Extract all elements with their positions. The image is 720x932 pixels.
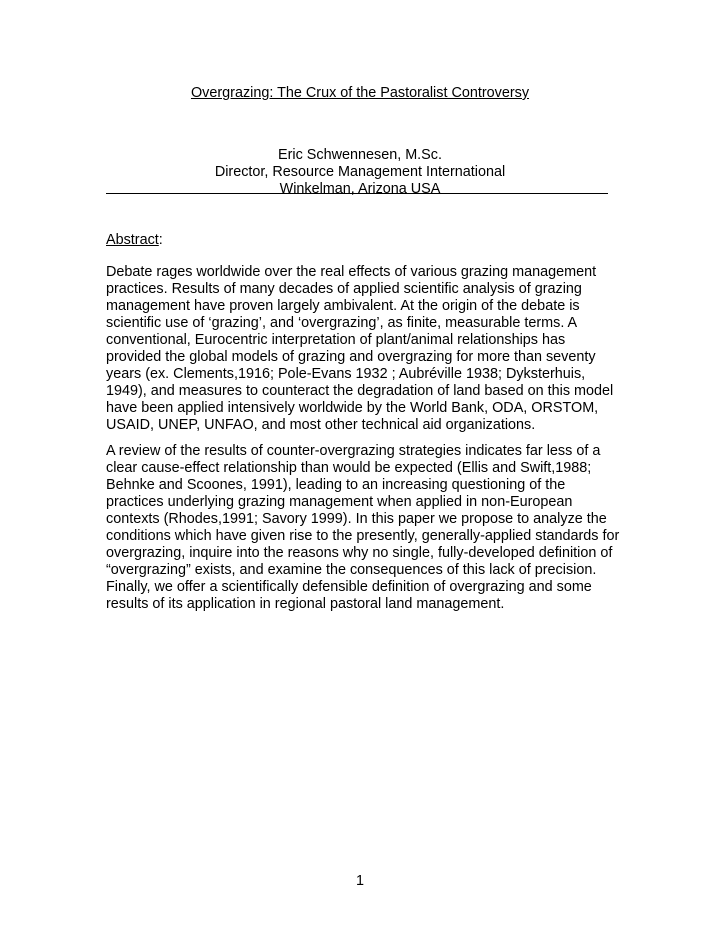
page-number: 1	[355, 873, 364, 889]
paragraph-line: clear cause-effect relationship than would be expected (Ellis and Swift,1988;	[106, 460, 592, 476]
paragraph-line: practices. Results of many decades of applied scientific analysis of grazing	[106, 281, 582, 297]
author-position: Director, Resource Management International	[214, 164, 506, 180]
paragraph-line: Debate rages worldwide over the real effects of various grazing management	[106, 264, 597, 280]
paragraph-line: practices underlying grazing management when applied in non-European	[106, 494, 573, 510]
document-title: Overgrazing: The Crux of the Pastoralist Controversy	[190, 85, 530, 101]
paragraph-line: overgrazing, inquire into the reasons why no single, fully-developed definition of	[106, 545, 613, 561]
abstract-label-colon: :	[158, 232, 163, 248]
paragraph-line: A review of the results of counter-overgrazing strategies indicates far less of a	[106, 443, 601, 459]
abstract-paragraph-1	[106, 264, 616, 434]
paragraph-line: results of its application in regional pastoral land management.	[106, 596, 505, 612]
paragraph-line: 1949), and measures to counteract the degradation of land based on this model	[106, 383, 614, 399]
paragraph-line: have been applied intensively worldwide by the World Bank, ODA, ORSTOM,	[106, 400, 599, 416]
paragraph-line: years (ex. Clements,1916; Pole-Evans 1932 ; Aubréville 1938; Dyksterhuis,	[106, 366, 586, 382]
paragraph-line: Finally, we offer a scientifically defensible definition of overgrazing and some	[106, 579, 592, 595]
paragraph-line: USAID, UNEP, UNFAO, and most other technical aid organizations.	[106, 417, 536, 433]
paragraph-line: provided the global models of grazing and overgrazing for more than seventy	[106, 349, 596, 365]
paragraph-line: conditions which have given rise to the presently, generally-applied standards for	[106, 528, 620, 544]
paragraph-line: management have proven largely ambivalent. At the origin of the debate is	[106, 298, 580, 314]
abstract-heading	[106, 232, 163, 249]
paragraph-line: conventional, Eurocentric interpretation of plant/animal relationships has	[106, 332, 566, 348]
abstract-paragraph-2	[106, 443, 620, 613]
paragraph-line: contexts (Rhodes,1991; Savory 1999). In this paper we propose to analyze the	[106, 511, 607, 527]
paragraph-line: “overgrazing” exists, and examine the consequences of this lack of precision.	[106, 562, 597, 578]
author-location: Winkelman, Arizona USA	[279, 181, 441, 197]
paragraph-line: Behnke and Scoones, 1991), leading to an increasing questioning of the	[106, 477, 566, 493]
author-name: Eric Schwennesen, M.Sc.	[278, 147, 442, 163]
paragraph-line: scientific use of ‘grazing’, and ‘overgrazing’, as finite, measurable terms. A	[106, 315, 578, 331]
separator-rule	[106, 193, 608, 194]
author-block	[0, 147, 720, 198]
abstract-label: Abstract	[106, 232, 159, 248]
